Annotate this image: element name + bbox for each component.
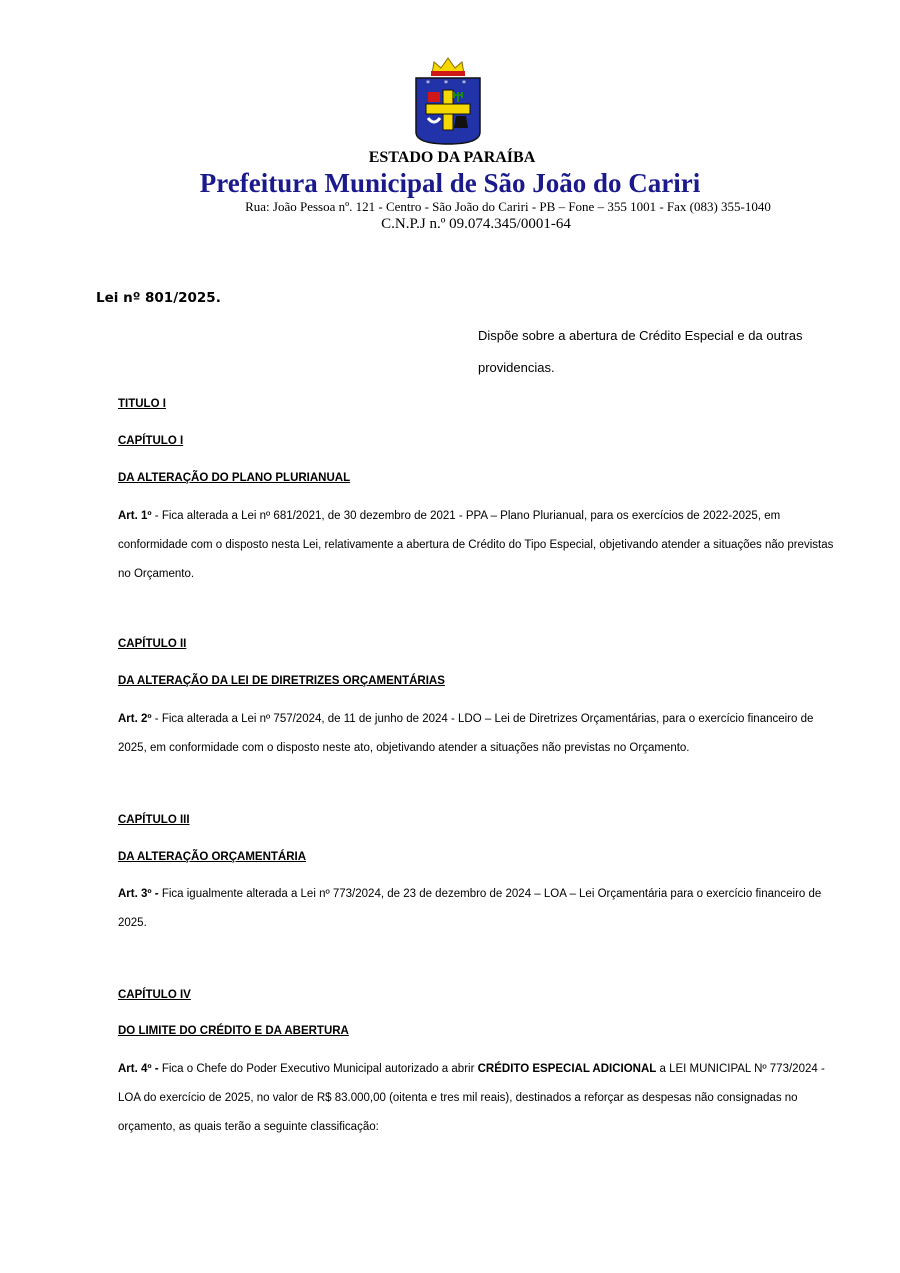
article-3-label: Art. 3º -	[118, 888, 159, 900]
article-2-label: Art. 2º	[118, 713, 152, 725]
chapter-1-title: DA ALTERAÇÃO DO PLANO PLURIANUAL	[118, 472, 351, 484]
chapter-3-title: DA ALTERAÇÃO ORÇAMENTÁRIA	[118, 851, 307, 863]
titulo-heading: TITULO I	[118, 398, 166, 410]
law-number: Lei nº 801/2025.	[96, 290, 221, 306]
article-3-text: Fica igualmente alterada a Lei nº 773/2024, de 23 de dezembro de 2024 – LOA – Lei Orçamentária para o exercício financeiro de 2025.	[118, 888, 822, 929]
cnpj-line: C.N.P.J n.º 09.074.345/0001-64	[381, 216, 571, 232]
article-3	[118, 880, 834, 938]
article-4-label: Art. 4º -	[118, 1063, 159, 1075]
municipal-coat-of-arms-icon	[414, 54, 482, 146]
svg-text:*: *	[426, 79, 430, 88]
prefeitura-title: Prefeitura Municipal de São João do Cariri	[199, 168, 701, 198]
article-1	[118, 502, 834, 589]
article-2-text: - Fica alterada a Lei nº 757/2024, de 11 de junho de 2024 - LDO – Lei de Diretrizes Orçamentárias, para o exercício financeiro de 2025, em conformidade com o disposto neste ato, objetivando atender a situações não previstas no Orçamento.	[118, 713, 814, 754]
article-4-text-b: a LEI MUNICIPAL Nº 773/2024 - LOA do exercício de 2025, no valor de R$ 83.000,00 (oitenta e tres mil reais), destinados a reforçar as despesas não consignadas no orçamento, as quais terão a seguinte classificação:	[118, 1063, 825, 1133]
state-name: ESTADO DA PARAÍBA	[368, 149, 536, 166]
article-1-text: - Fica alterada a Lei nº 681/2021, de 30 dezembro de 2021 - PPA – Plano Plurianual, para os exercícios de 2022-2025, em conformidade com o disposto nesta Lei, relativamente a abertura de Crédito do Tipo Especial, objetivando atender a situações não previstas no Orçamento.	[118, 510, 834, 580]
address-line: Rua: João Pessoa nº. 121 - Centro - São João do Cariri - PB – Fone – 355 1001 - Fax (083) 355-1040	[245, 199, 771, 214]
article-1-label: Art. 1º	[118, 510, 152, 522]
article-2	[118, 705, 834, 763]
chapter-2-title: DA ALTERAÇÃO DA LEI DE DIRETRIZES ORÇAMENTÁRIAS	[118, 675, 445, 687]
chapter-2-heading: CAPÍTULO II	[118, 638, 187, 650]
article-4-bold: CRÉDITO ESPECIAL ADICIONAL	[477, 1063, 657, 1075]
article-4	[118, 1055, 834, 1142]
chapter-3-heading: CAPÍTULO III	[118, 814, 190, 826]
chapter-4-title: DO LIMITE DO CRÉDITO E DA ABERTURA	[118, 1025, 349, 1037]
svg-text:*: *	[444, 79, 448, 88]
chapter-4-heading: CAPÍTULO IV	[118, 989, 191, 1001]
chapter-1-heading: CAPÍTULO I	[118, 435, 184, 447]
article-4-text-a: Fica o Chefe do Poder Executivo Municipal autorizado a abrir	[158, 1063, 478, 1075]
law-ementa: Dispõe sobre a abertura de Crédito Especial e da outras providencias.	[478, 328, 803, 375]
svg-text:*: *	[462, 79, 466, 88]
